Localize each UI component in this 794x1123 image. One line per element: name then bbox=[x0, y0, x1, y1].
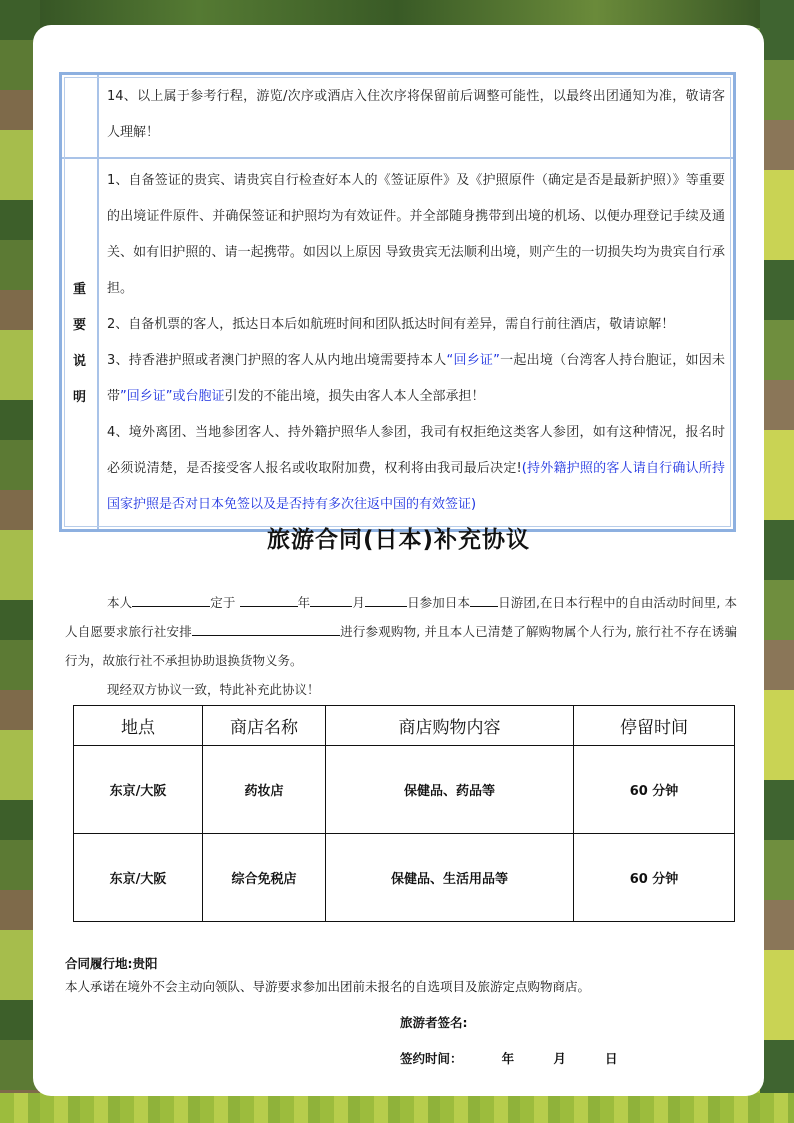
background-scenery-right bbox=[760, 0, 794, 1123]
note-item-3-highlight: “回乡证” bbox=[446, 353, 500, 368]
section-title-char: 说 bbox=[72, 354, 86, 369]
agreement-text: 定于 bbox=[210, 595, 236, 610]
section-title-char: 重 bbox=[72, 282, 86, 297]
cell-shop-name: 综合免税店 bbox=[203, 834, 326, 922]
note-item-3 bbox=[107, 343, 725, 415]
name-blank[interactable] bbox=[132, 592, 210, 607]
agreement-text: 进行参观购物, 并且本人已清楚了解购物属个人行为, 旅行社不存在诱骗行为，故旅行社不承担协助退换货物义务。 bbox=[65, 624, 737, 668]
traveler-promise: 本人承诺在境外不会主动向领队、导游要求参加出团前未报名的自选项目及旅游定点购物商店。 bbox=[65, 979, 591, 994]
background-scenery-top bbox=[0, 0, 794, 28]
note-item-3-highlight: ”回乡证”或台胞证 bbox=[120, 389, 225, 404]
note-item-14: 14、以上属于参考行程，游览/次序或酒店入住次序将保留前后调整可能性，以最终出团通知为准，敬请客人理解！ bbox=[107, 89, 725, 140]
signing-date-line[interactable]: 签约时间： 年 月 日 bbox=[400, 1051, 618, 1066]
notes-right-cell bbox=[99, 159, 733, 529]
cell-shop-content: 保健品、生活用品等 bbox=[326, 834, 574, 922]
days-blank[interactable] bbox=[470, 592, 498, 607]
month-blank[interactable] bbox=[310, 592, 352, 607]
shopping-table bbox=[73, 705, 735, 922]
note-item-3-text: 一起出境（台湾客人持台胞证，如因未带 bbox=[107, 353, 725, 404]
header-stay-time: 停留时间 bbox=[574, 706, 735, 746]
header-location: 地点 bbox=[74, 706, 203, 746]
note-item-3-text: 3、持香港护照或者澳门护照的客人从内地出境需要持本人 bbox=[107, 353, 447, 368]
background-scenery-bottom bbox=[0, 1093, 794, 1123]
notes-row-item14 bbox=[62, 75, 733, 157]
agreement-footer bbox=[65, 954, 737, 1000]
cell-location: 东京/大阪 bbox=[74, 746, 203, 834]
notes-right-cell bbox=[99, 75, 733, 157]
agreement-body bbox=[65, 588, 737, 704]
contract-place: 合同履行地:贵阳 bbox=[65, 956, 158, 971]
important-notes-label bbox=[62, 159, 99, 529]
cell-location: 东京/大阪 bbox=[74, 834, 203, 922]
day-blank[interactable] bbox=[365, 592, 407, 607]
section-title-char: 要 bbox=[72, 318, 86, 333]
section-title-vertical bbox=[73, 272, 86, 416]
header-shop-name: 商店名称 bbox=[203, 706, 326, 746]
table-header-row bbox=[74, 706, 735, 746]
table-row bbox=[74, 746, 735, 834]
agreement-paragraph bbox=[65, 588, 737, 675]
important-notes-table bbox=[59, 72, 736, 532]
notes-row-important bbox=[62, 157, 733, 529]
table-row bbox=[74, 834, 735, 922]
agreement-text: 本人 bbox=[107, 595, 133, 610]
traveler-signature-line[interactable]: 旅游者签名: bbox=[400, 1015, 468, 1030]
section-title-char: 明 bbox=[72, 390, 86, 405]
note-item-2: 2、自备机票的客人，抵达日本后如航班时间和团队抵达时间有差异，需自行前往酒店，敬请谅解！ bbox=[107, 317, 675, 332]
agreement-text: 日游团,在日本行程中的自由活动时间里, 本人自愿要求旅行社安排 bbox=[65, 595, 737, 639]
header-shop-content: 商店购物内容 bbox=[326, 706, 574, 746]
agreement-text: 日参加日本 bbox=[406, 595, 471, 610]
shop-arrangement-blank[interactable] bbox=[192, 621, 340, 636]
agreement-title: 旅游合同(日本)补充协议 bbox=[266, 527, 531, 553]
note-item-4-highlight: (持外籍护照的客人请自行确认所持国家护照是否对日本免签以及是否持有多次往返中国的有效签证) bbox=[107, 461, 726, 512]
cell-shop-name: 药妆店 bbox=[203, 746, 326, 834]
cell-stay-time: 60 分钟 bbox=[574, 834, 735, 922]
agreement-text: 月 bbox=[352, 595, 365, 610]
note-item-1: 1、自备签证的贵宾、请贵宾自行检查好本人的《签证原件》及《护照原件（确定是否是最新护照）》等重要的出境证件原件、并确保签证和护照均为有效证件。并全部随身携带到出境的机场、以便办理登记手续及通关、如有旧护照的、请一起携带。如因以上原因 导致贵宾无法顺利出境，则产生的一切损失均为贵宾自行承担。 bbox=[107, 173, 725, 296]
note-item-4-text: 4、境外离团、当地参团客人、持外籍护照华人参团，我司有权拒绝这类客人参团，如有这种情况，报名时必须说清楚，是否接受客人报名或收取附加费，权利将由我司最后决定! bbox=[107, 425, 725, 476]
document-page bbox=[33, 25, 764, 1096]
note-item-3-text: 引发的不能出境，损失由客人本人全部承担！ bbox=[224, 389, 485, 404]
cell-shop-content: 保健品、药品等 bbox=[326, 746, 574, 834]
notes-left-cell bbox=[62, 75, 99, 157]
note-item-4 bbox=[107, 415, 725, 523]
signature-block bbox=[400, 1010, 618, 1082]
cell-stay-time: 60 分钟 bbox=[574, 746, 735, 834]
agreement-text: 年 bbox=[297, 595, 311, 610]
agreement-conclusion: 现经双方协议一致，特此补充此协议！ bbox=[107, 682, 320, 697]
year-blank[interactable] bbox=[240, 592, 298, 607]
